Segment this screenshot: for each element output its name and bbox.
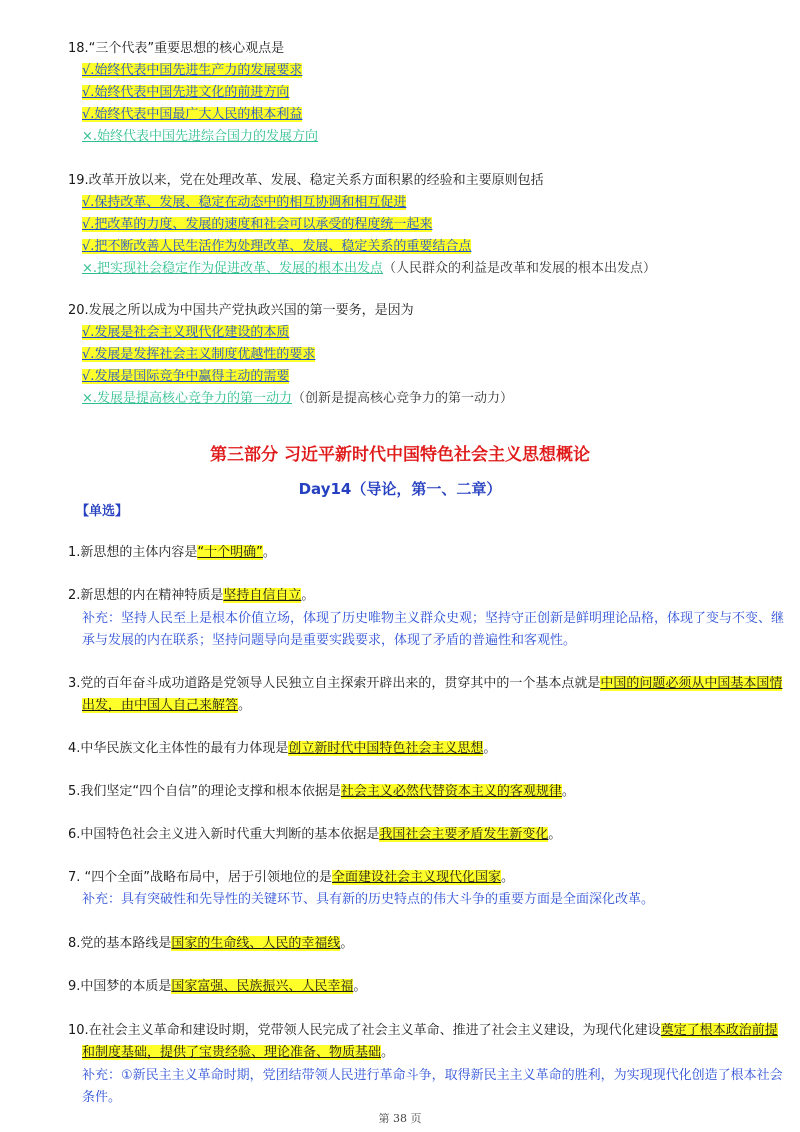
s8-answer: 国家的生命线、人民的幸福线: [171, 936, 341, 951]
document-page: 18.“三个代表”重要思想的核心观点是 √.始终代表中国先进生产力的发展要求 √.始终代表中国先进文化的前进方向 √.始终代表中国最广大人民的根本利益 ×.始终代表中国先进综合国力的发展方向 19.改革开放以来，党在处理改革、发展、稳定关系方面积累的经验和主要原则包括 √.保持改革、发展、稳定在动态中的相互协调和相互促进 √.把改革的力度、发展的速度和社会可以承受的程度统一起来 √.把不断改善人民生活作为处理改革、发展、稳定关系的重要结合点 ×.把实现社会稳定作为促进改革、发展的根本出发点（人民群众的利益是改革和发展的根本出发点） 20.发展之所以成为中国共产党执政兴国的第一要务，是因为 √.发展是社会主义现代化建设的本质 √.发展是发挥社会主义制度优越性的要求 √.发展是国际竞争中赢得主动的需要 ×.发展是提高核心竞争力的第一动力（创新是提高核心竞争力的第一动力） 第三部分 习近平新时代中国特色社会主义思想概论 Day14（导论，第一、二章） 【单选】 1.新思想的主体内容是“十个明确”。 2.新思想的内在精神特质是坚持自信自立。 补充：坚持人民至上是根本价值立场，体现了历史唯物主义群众史观；坚持守正创新是鲜明理论品格，体现了变与不变、继 承与发展的内在联系；坚持问题导向是重要实践要求，体现了矛盾的普遍性和客观性。 3.党的百年奋斗成功道路是党领导人民独立自主探索开辟出来的，贯穿其中的一个基本点就是中国的问题必须从中国基本国情 出发，由中国人自己来解答。 4.中华民族文化主体性的最有力体现是创立新时代中国特色社会主义思想。 5.我们坚定“四个自信”的理论支撑和根本依据是社会主义必然代替资本主义的客观规律。 6.中国特色社会主义进入新时代重大判断的基本依据是我国社会主要矛盾发生新变化。 7. “四个全面”战略布局中，居于引领地位的是全面建设社会主义现代化国家。 补充：具有突破性和先导性的关键环节、具有新的历史特点的伟大斗争的重要方面是全面深化改革。 8.党的基本路线是国家的生命线、人民的幸福线。 9.中国梦的本质是国家富强、民族振兴、人民幸福。 10.在社会主义革命和建设时期，党带领人民完成了社会主义革命、推进了社会主义建设，为现代化建设奠定了根本政治前提 和制度基础，提供了宝贵经验、理论准备、物质基础。 补充：①新民主主义革命时期，党团结带领人民进行革命斗争，取得新民主主义革命的胜利，为实现现代化创造了根本社会 条件。 第 38 页: [0, 0, 800, 1132]
q19-option-1: √.保持改革、发展、稳定在动态中的相互协调和相互促进: [82, 195, 407, 210]
s8-item: 8.党的基本路线是国家的生命线、人民的幸福线。: [68, 936, 354, 951]
s5-answer: 社会主义必然代替资本主义的客观规律: [340, 784, 562, 799]
q20-option-3: √.发展是国际竞争中赢得主动的需要: [82, 369, 290, 384]
question-type-tag: 【单选】: [76, 504, 129, 519]
section-subtitle: Day14（导论，第一、二章）: [298, 480, 502, 498]
q20-option-4: ×.发展是提高核心竞争力的第一动力: [82, 391, 293, 406]
q18-option-3: √.始终代表中国最广大人民的根本利益: [82, 107, 303, 122]
s9-answer: 国家富强、民族振兴、人民幸福: [171, 979, 354, 994]
q20-stem: 20.发展之所以成为中国共产党执政兴国的第一要务，是因为: [68, 303, 414, 318]
q19-stem: 19.改革开放以来，党在处理改革、发展、稳定关系方面积累的经验和主要原则包括: [68, 173, 544, 188]
q20-option-2: √.发展是发挥社会主义制度优越性的要求: [82, 347, 316, 362]
s7-item: 7. “四个全面”战略布局中，居于引领地位的是全面建设社会主义现代化国家。: [68, 870, 515, 885]
s5-item: 5.我们坚定“四个自信”的理论支撑和根本依据是社会主义必然代替资本主义的客观规律。: [68, 784, 575, 799]
s4-answer: 创立新时代中国特色社会主义思想: [288, 741, 484, 756]
s9-item: 9.中国梦的本质是国家富强、民族振兴、人民幸福。: [68, 979, 367, 994]
q18-option-2: √.始终代表中国先进文化的前进方向: [82, 85, 290, 100]
s6-answer: 我国社会主要矛盾发生新变化: [379, 827, 549, 842]
s1-item: 1.新思想的主体内容是“十个明确”。: [68, 545, 276, 560]
s6-item: 6.中国特色社会主义进入新时代重大判断的基本依据是我国社会主要矛盾发生新变化。: [68, 827, 562, 842]
q19-option-4: ×.把实现社会稳定作为促进改革、发展的根本出发点: [82, 261, 384, 276]
q18-option-4: ×.始终代表中国先进综合国力的发展方向: [82, 129, 319, 144]
s1-answer: “十个明确”: [197, 545, 263, 560]
s7-note: 补充：具有突破性和先导性的关键环节、具有新的历史特点的伟大斗争的重要方面是全面深化改革。: [82, 892, 655, 907]
q20-option-1: √.发展是社会主义现代化建设的本质: [82, 325, 290, 340]
s2-item: 2.新思想的内在精神特质是坚持自信自立。: [68, 588, 315, 603]
s2-note-line-2: 承与发展的内在联系；坚持问题导向是重要实践要求，体现了矛盾的普遍性和客观性。: [82, 633, 577, 648]
s2-note-line-1: 补充：坚持人民至上是根本价值立场，体现了历史唯物主义群众史观；坚持守正创新是鲜明理论品格，体现了变与不变、继: [82, 611, 785, 626]
s10-answer-part-1: 奠定了根本政治前提: [660, 1023, 778, 1038]
q19-option-3: √.把不断改善人民生活作为处理改革、发展、稳定关系的重要结合点: [82, 239, 472, 254]
q19-option-4-note: （人民群众的利益是改革和发展的根本出发点）: [383, 261, 657, 276]
q18-option-1: √.始终代表中国先进生产力的发展要求: [82, 63, 303, 78]
s3-item: 3.党的百年奋斗成功道路是党领导人民独立自主探索开辟出来的，贯穿其中的一个基本点就是中国的问题必须从中国基本国情: [68, 676, 783, 691]
s3-answer-part-1: 中国的问题必须从中国基本国情: [600, 676, 783, 691]
s10-note-line-1: 补充：①新民主主义革命时期，党团结带领人民进行革命斗争，取得新民主主义革命的胜利，为实现现代化创造了根本社会: [82, 1068, 783, 1083]
q18-stem: 18.“三个代表”重要思想的核心观点是: [68, 41, 285, 56]
q19-option-2: √.把改革的力度、发展的速度和社会可以承受的程度统一起来: [82, 217, 433, 232]
s10-item: 10.在社会主义革命和建设时期，党带领人民完成了社会主义革命、推进了社会主义建设，为现代化建设奠定了根本政治前提: [68, 1023, 778, 1038]
s2-answer: 坚持自信自立: [223, 588, 302, 603]
q20-option-4-note: （创新是提高核心竞争力的第一动力）: [292, 391, 514, 406]
page-number: 第 38 页: [378, 1112, 422, 1125]
section-title: 第三部分 习近平新时代中国特色社会主义思想概论: [210, 445, 590, 465]
s10-answer-part-2: 和制度基础，提供了宝贵经验、理论准备、物质基础: [82, 1045, 382, 1060]
s10-note-line-2: 条件。: [82, 1090, 122, 1105]
s7-answer: 全面建设社会主义现代化国家: [332, 870, 502, 885]
s3-answer-part-2: 出发，由中国人自己来解答: [82, 698, 239, 713]
s4-item: 4.中华民族文化主体性的最有力体现是创立新时代中国特色社会主义思想。: [68, 741, 497, 756]
